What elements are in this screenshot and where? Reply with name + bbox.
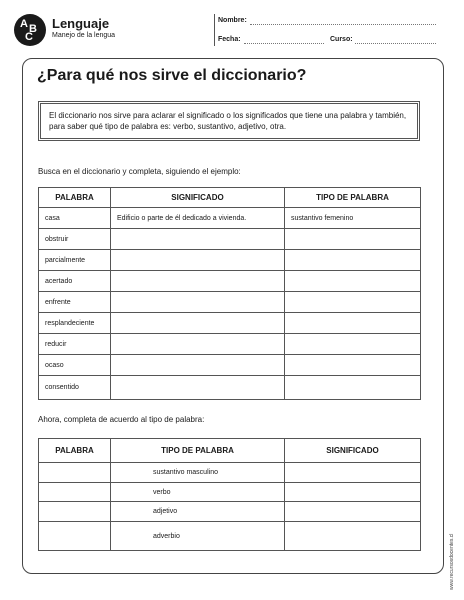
word-cell: acertado [39, 271, 111, 292]
meaning-cell[interactable] [111, 313, 285, 334]
type-cell: adverbio [111, 522, 285, 551]
meaning-cell[interactable] [111, 250, 285, 271]
word-cell: enfrente [39, 292, 111, 313]
word-cell: reducir [39, 334, 111, 355]
meaning-cell[interactable] [111, 334, 285, 355]
subject-subtitle: Manejo de la lengua [52, 32, 116, 39]
instruction-2: Ahora, completa de acuerdo al tipo de palabra: [38, 415, 205, 424]
page-title: ¿Para qué nos sirve el diccionario? [37, 67, 307, 84]
column-header: SIGNIFICADO [285, 439, 421, 463]
type-cell[interactable] [285, 334, 421, 355]
column-header: PALABRA [39, 188, 111, 208]
type-cell: verbo [111, 483, 285, 502]
word-cell[interactable] [39, 522, 111, 551]
header-divider [214, 14, 215, 46]
dictionary-table [38, 187, 421, 400]
word-cell: ocaso [39, 355, 111, 376]
logo-letter-c: C [25, 31, 33, 43]
word-cell: resplandeciente [39, 313, 111, 334]
meaning-cell[interactable] [285, 463, 421, 483]
type-cell[interactable] [285, 271, 421, 292]
table-row [39, 229, 421, 250]
word-cell: parcialmente [39, 250, 111, 271]
type-cell[interactable] [285, 250, 421, 271]
website-credit: www.recursosdocentes.cl [449, 533, 455, 590]
subject-title: Lenguaje [52, 16, 110, 31]
type-cell: adjetivo [111, 502, 285, 522]
type-cell: sustantivo masculino [111, 463, 285, 483]
meaning-cell[interactable] [285, 522, 421, 551]
table-row [39, 483, 421, 502]
type-cell[interactable] [285, 376, 421, 400]
column-header: TIPO DE PALABRA [111, 439, 285, 463]
word-cell: obstruir [39, 229, 111, 250]
fecha-label: Fecha: [218, 36, 241, 43]
table-header-row [39, 439, 421, 463]
meaning-cell[interactable] [111, 229, 285, 250]
table-row [39, 376, 421, 400]
instruction-1: Busca en el diccionario y completa, siguiendo el ejemplo: [38, 167, 241, 176]
info-box: El diccionario nos sirve para aclarar el significado o los significados que tiene una palabra y también, para saber qué tipo de palabra es: verbo, sustantivo, adjetivo, otra. [38, 101, 420, 141]
table-row [39, 250, 421, 271]
meaning-cell[interactable] [111, 376, 285, 400]
type-cell[interactable] [285, 313, 421, 334]
meaning-cell[interactable] [111, 355, 285, 376]
table-row [39, 334, 421, 355]
word-cell[interactable] [39, 463, 111, 483]
word-cell[interactable] [39, 483, 111, 502]
meaning-cell[interactable] [285, 502, 421, 522]
type-cell[interactable] [285, 355, 421, 376]
curso-field[interactable] [355, 43, 436, 44]
type-cell: sustantivo femenino [285, 208, 421, 229]
table-row [39, 502, 421, 522]
meaning-cell[interactable] [285, 483, 421, 502]
word-cell[interactable] [39, 502, 111, 522]
nombre-field[interactable] [250, 24, 436, 25]
table-row [39, 292, 421, 313]
table-row [39, 313, 421, 334]
column-header: TIPO DE PALABRA [285, 188, 421, 208]
logo-letter-a: A [20, 18, 28, 30]
word-cell: casa [39, 208, 111, 229]
word-type-table [38, 438, 421, 551]
table-row [39, 463, 421, 483]
meaning-cell[interactable] [111, 292, 285, 313]
type-cell[interactable] [285, 229, 421, 250]
curso-label: Curso: [330, 36, 353, 43]
column-header: PALABRA [39, 439, 111, 463]
table-row [39, 355, 421, 376]
table-header-row [39, 188, 421, 208]
logo [14, 14, 46, 46]
table-row [39, 208, 421, 229]
word-cell: consentido [39, 376, 111, 400]
nombre-label: Nombre: [218, 17, 247, 24]
type-cell[interactable] [285, 292, 421, 313]
fecha-field[interactable] [244, 43, 324, 44]
logo-letter-b: B [29, 23, 37, 35]
meaning-cell[interactable] [111, 271, 285, 292]
column-header: SIGNIFICADO [111, 188, 285, 208]
table-row [39, 271, 421, 292]
table-row [39, 522, 421, 551]
meaning-cell: Edificio o parte de él dedicado a vivienda. [111, 208, 285, 229]
